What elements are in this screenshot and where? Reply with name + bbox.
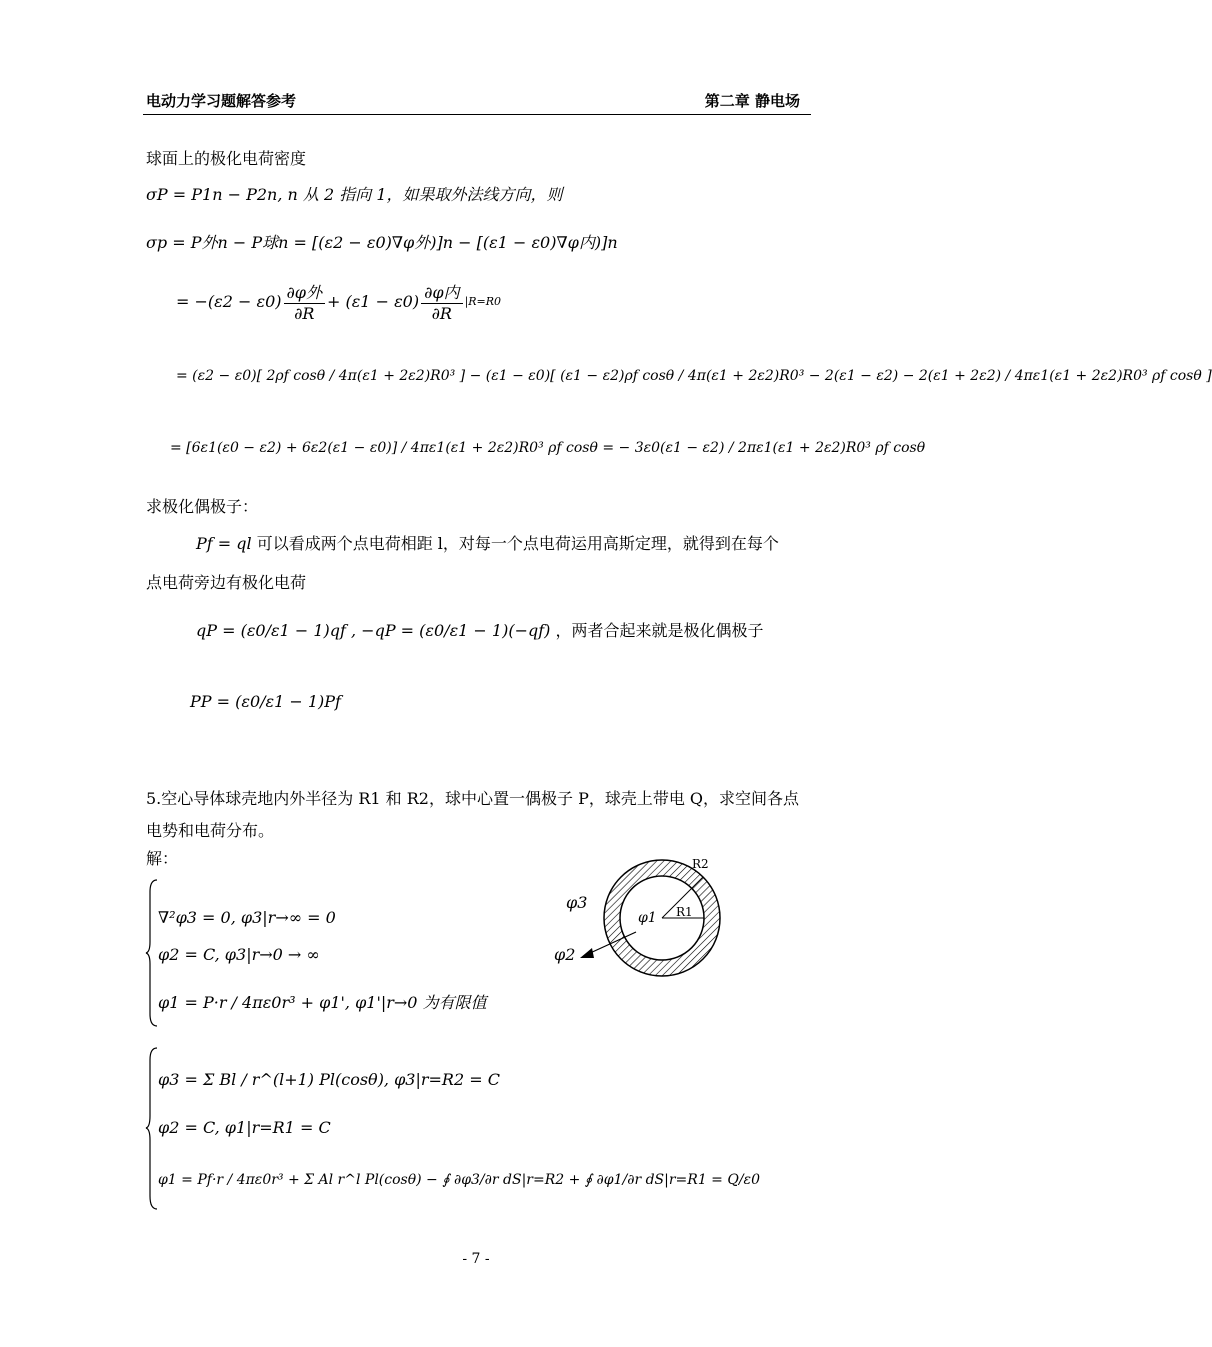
equation-line: = [6ε1(ε0 − ε2) + 6ε2(ε1 − ε0)] / 4πε1(ε1 + 2ε2)R0³ ρf cosθ = − 3ε0(ε1 − ε2) / 2πε1(ε1 + 2ε2)R0³ ρf cosθ: [170, 440, 926, 456]
text-line: 求极化偶极子：: [146, 497, 259, 516]
text-line: 点电荷旁边有极化电荷: [146, 573, 307, 592]
text-part: 可以看成两个点电荷相距 l，对每一个点电荷运用高斯定理，就得到在每个: [256, 534, 779, 553]
equation-part: qP = (ε0/ε1 − 1)qf , −qP = (ε0/ε1 − 1)(−qf): [196, 621, 551, 640]
fraction-numerator: ∂φ内: [421, 280, 462, 304]
equation-line: PP = (ε0/ε1 − 1)Pf: [190, 692, 341, 711]
arrowhead-icon: [580, 948, 594, 958]
equation-part: Pf = ql: [196, 534, 252, 553]
equation-line: φ1 = Pf·r / 4πε0r³ + Σ Al r^l Pl(cosθ) − ∮ ∂φ3/∂r dS|r=R2 + ∮ ∂φ1/∂r dS|r=R1 = Q/ε0: [158, 1172, 760, 1188]
equation-line: φ1 = P·r / 4πε0r³ + φ1', φ1'|r→0 为有限值: [158, 993, 487, 1012]
fraction-numerator: ∂φ外: [284, 280, 325, 304]
text-line: 5.空心导体球壳地内外半径为 R1 和 R2，球中心置一偶极子 P，球壳上带电 Q，求空间各点: [146, 789, 800, 808]
brace-icon: [145, 1046, 159, 1211]
label-phi1: φ1: [638, 910, 657, 926]
equation-line: φ3 = Σ Bl / r^(l+1) Pl(cosθ), φ3|r=R2 = C: [158, 1070, 500, 1089]
text-line: 解：: [146, 849, 179, 868]
equation-line: = (ε2 − ε0)[ 2ρf cosθ / 4π(ε1 + 2ε2)R0³ ] − (ε1 − ε0)[ (ε1 − ε2)ρf cosθ / 4π(ε1 + 2ε2)R0³ − 2(ε1 − ε2) − 2(ε1 + 2ε2) / 4πε1(ε1 + 2ε2)R0³ ρf cosθ ]: [176, 368, 1212, 384]
text-line: 电势和电荷分布。: [146, 821, 275, 840]
fraction-denominator: ∂R: [294, 304, 315, 323]
page-number: - 7 -: [462, 1251, 490, 1267]
equation-part: = −(ε2 − ε0): [176, 292, 282, 311]
spherical-shell-figure: [540, 850, 760, 1000]
header-title: 电动力学习题解答参考: [146, 92, 297, 110]
text-part: ，两者合起来就是极化偶极子: [555, 621, 764, 640]
equation-line: φ2 = C, φ1|r=R1 = C: [158, 1118, 331, 1137]
brace-icon: [145, 878, 159, 1028]
equation-line: φ2 = C, φ3|r→0 → ∞: [158, 945, 320, 964]
header-chapter: 第二章 静电场: [704, 92, 800, 110]
equation-part: + (ε1 − ε0): [326, 292, 420, 311]
label-r2: R2: [692, 857, 709, 871]
equation-line: [176, 280, 501, 323]
fraction: [421, 280, 462, 323]
equation-line: ∇²φ3 = 0, φ3|r→∞ = 0: [158, 908, 336, 927]
fraction-denominator: ∂R: [431, 304, 452, 323]
label-phi3: φ3: [566, 893, 588, 912]
label-r1: R1: [676, 905, 693, 919]
equation-part: |R=R0: [464, 295, 502, 308]
equation-line: σP = P1n − P2n, n 从 2 指向 1，如果取外法线方向，则: [146, 185, 563, 204]
text-line: 球面上的极化电荷密度: [146, 149, 307, 168]
fraction: [284, 280, 325, 323]
text-line: [196, 618, 764, 641]
header-rule: [143, 114, 811, 115]
equation-line: σp = P外n − P球n = [(ε2 − ε0)∇φ外)]n − [(ε1 − ε0)∇φ内)]n: [146, 233, 618, 252]
text-line: [196, 531, 779, 554]
label-phi2: φ2: [554, 945, 576, 964]
